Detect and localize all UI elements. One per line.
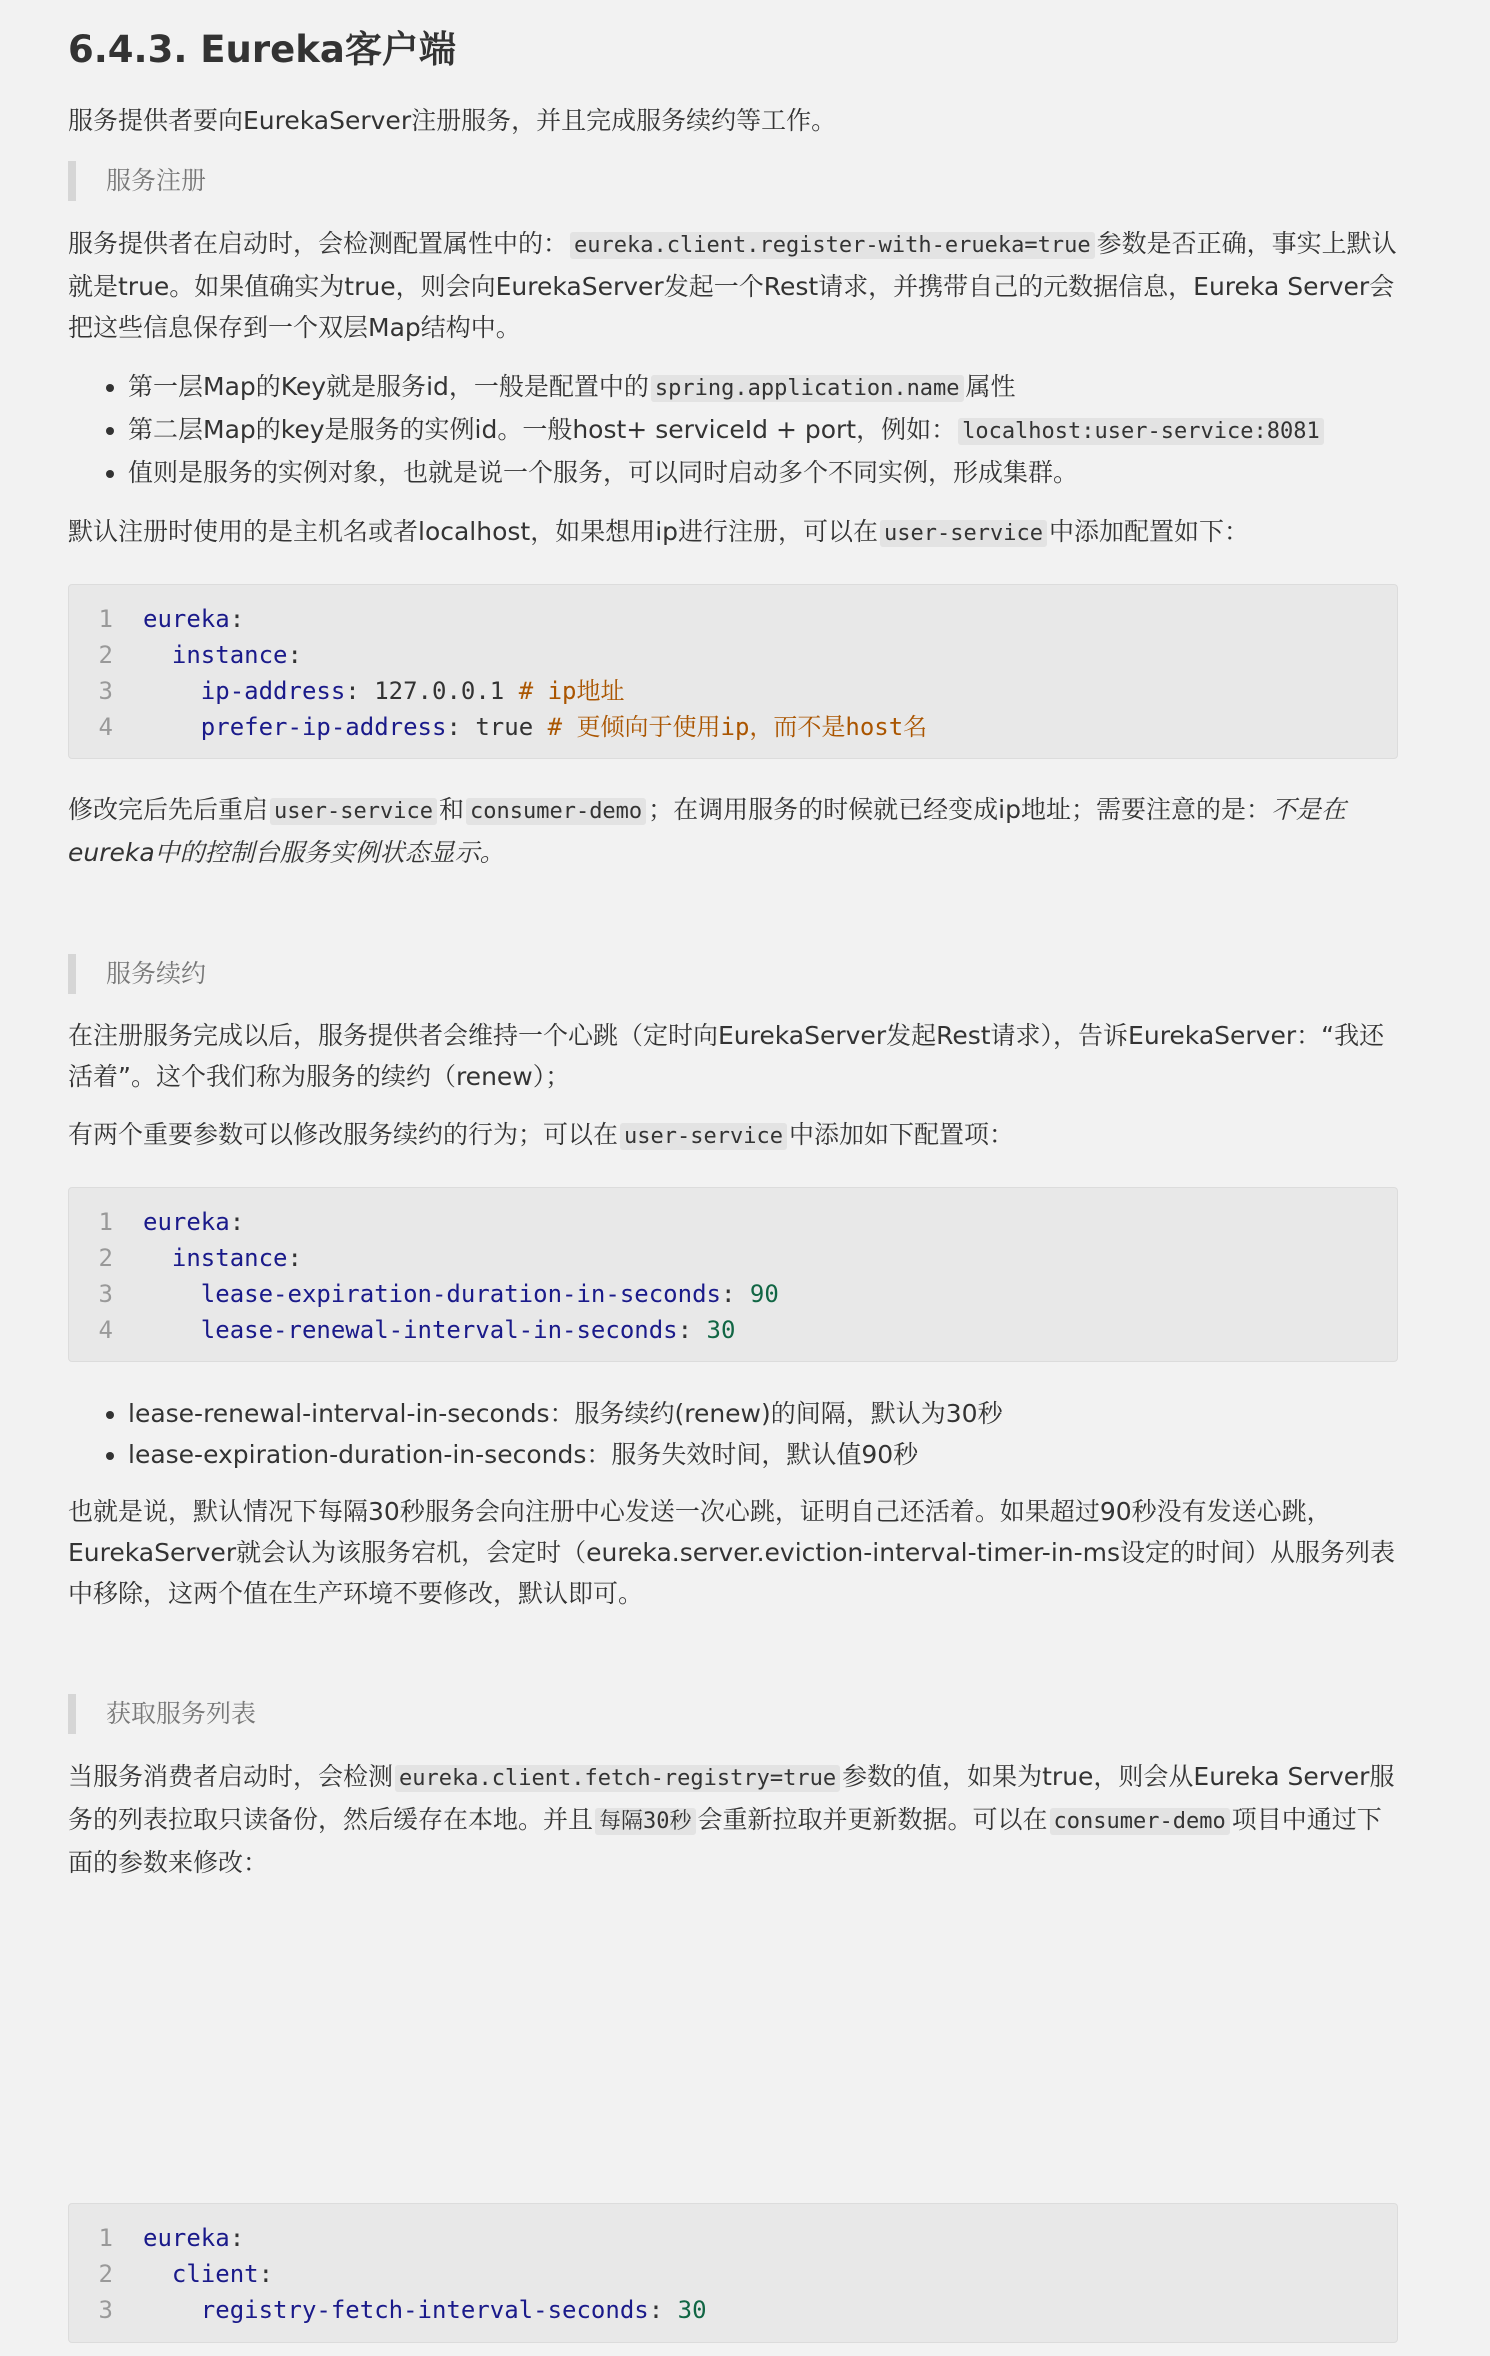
inline-code: user-service [620,1123,787,1150]
code-value: 90 [749,1280,779,1308]
inline-code: localhost:user-service:8081 [958,418,1324,445]
code-line [69,637,1397,673]
inline-code: spring.application.name [651,375,964,402]
code-key: client [143,2260,259,2288]
line-number: 4 [98,1316,113,1344]
code-line [69,2220,1397,2256]
code-key: eureka [143,2224,230,2252]
inline-code: 每隔30秒 [595,1808,696,1835]
inline-code: eureka.client.fetch-registry=true [395,1765,840,1792]
line-number: 3 [98,2296,113,2324]
renew-paragraph-3: 也就是说，默认情况下每隔30秒服务会向注册中心发送一次心跳，证明自己还活着。如果超过90秒没有发送心跳，EurekaServer就会认为该服务宕机，会定时（eureka.server.eviction-interval-timer-in-ms设定的时间）从服务列表中移除，这两个值在生产环境不要修改，默认即可。 [68,1497,1396,1608]
code-comment: # 更倾向于使用ip，而不是host名 [547,713,928,741]
code-value: 127.0.0.1 [374,677,519,705]
fetch-paragraph-1 [68,1756,1400,1883]
text: 和 [438,795,464,824]
line-number: 3 [98,677,113,705]
line-number: 1 [98,605,113,633]
renew-bullet-list [68,1393,1460,1475]
code-line [69,673,1397,709]
code-comment: # ip地址 [518,677,625,705]
code-line [69,2256,1397,2292]
code-sep: : [720,1280,750,1308]
code-value: 30 [706,1316,736,1344]
code-block-fetch-config [68,2203,1398,2343]
inline-code: user-service [880,520,1047,547]
code-line [69,1312,1397,1348]
list-item [128,452,1460,493]
text: 第二层Map的key是服务的实例id。一般host+ serviceId + port，例如： [128,415,957,444]
code-line [69,709,1397,745]
text: 服务提供者在启动时，会检测配置属性中的： [68,229,569,258]
register-paragraph-1 [68,223,1400,348]
text: 项目中通过下面的参数来修改： [68,1805,1382,1877]
code-key: prefer-ip-address [143,713,447,741]
section-heading-fetch: 获取服务列表 [68,1694,1398,1734]
line-number: 2 [98,2260,113,2288]
inline-code: user-service [270,798,437,825]
text: ；在调用服务的时候就已经变成ip地址；需要注意的是： [648,795,1271,824]
line-number: 2 [98,641,113,669]
line-number: 1 [98,1208,113,1236]
text: 中添加配置如下： [1049,517,1250,546]
code-line [69,2292,1397,2328]
line-number: 4 [98,713,113,741]
register-paragraph-2 [68,511,1400,554]
register-paragraph-3 [68,789,1400,873]
inline-code: eureka.client.register-with-erueka=true [570,232,1095,259]
emphasis-text: 不是在eureka中的控制台服务实例状态显示。 [68,795,1347,867]
code-block-renew-config [68,1187,1398,1362]
text: 会重新拉取并更新数据。可以在 [697,1805,1048,1834]
code-key: instance [143,1244,288,1272]
code-key: lease-renewal-interval-in-seconds [143,1316,678,1344]
text: 当服务消费者启动时，会检测 [68,1762,394,1791]
text: 属性 [965,372,1016,401]
list-item [128,366,1460,409]
code-key: instance [143,641,288,669]
code-block-ip-config [68,584,1398,759]
code-key: eureka [143,605,230,633]
inline-code: consumer-demo [1050,1808,1230,1835]
section-heading-register: 服务注册 [68,161,1398,201]
text: 参数的值，如果为true，则会从Eureka Server服务的列表拉取只读备份，然后缓存在本地。并且 [68,1762,1395,1834]
code-key: ip-address [143,677,346,705]
code-line [69,1240,1397,1276]
text: 默认注册时使用的是主机名或者localhost，如果想用ip进行注册，可以在 [68,517,879,546]
section-heading-renew: 服务续约 [68,954,1398,994]
text: 第一层Map的Key就是服务id，一般是配置中的 [128,372,649,401]
line-number: 2 [98,1244,113,1272]
code-key: registry-fetch-interval-seconds [143,2296,649,2324]
code-key: eureka [143,1208,230,1236]
code-sep: : [229,605,245,633]
renew-paragraph-1: 在注册服务完成以后，服务提供者会维持一个心跳（定时向EurekaServer发起Rest请求），告诉EurekaServer：“我还活着”。这个我们称为服务的续约（renew）； [68,1021,1385,1091]
text: 参数是否正确，事实上默认就是true。如果值确实为true，则会向EurekaServer发起一个Rest请求，并携带自己的元数据信息，Eureka Server会把这些信息保存到一个双层Map结构中。 [68,229,1397,342]
text: 有两个重要参数可以修改服务续约的行为；可以在 [68,1120,619,1149]
code-sep: : [446,713,476,741]
code-sep: : [229,2224,245,2252]
line-number: 3 [98,1280,113,1308]
code-sep: : [229,1208,245,1236]
code-sep: : [648,2296,678,2324]
page-title: 6.4.3. Eureka客户端 [68,28,456,71]
register-bullet-list [68,366,1460,493]
text: 值则是服务的实例对象，也就是说一个服务，可以同时启动多个不同实例，形成集群。 [128,458,1079,487]
code-line [69,1276,1397,1312]
code-sep: : [258,2260,274,2288]
code-sep: : [287,641,302,669]
inline-code: consumer-demo [466,798,646,825]
code-key: lease-expiration-duration-in-seconds [143,1280,721,1308]
code-sep: : [677,1316,707,1344]
renew-paragraph-2 [68,1114,1400,1157]
code-value: 30 [677,2296,707,2324]
intro-paragraph: 服务提供者要向EurekaServer注册服务，并且完成服务续约等工作。 [68,106,837,135]
list-item: • lease-expiration-duration-in-seconds：服务失效时间，默认值90秒 [128,1434,1460,1475]
list-item: • lease-renewal-interval-in-seconds：服务续约(renew)的间隔，默认为30秒 [128,1393,1460,1434]
code-line [69,1204,1397,1240]
code-sep: : [345,677,375,705]
code-value: true [475,713,548,741]
text: 修改完后先后重启 [68,795,269,824]
code-sep: : [287,1244,302,1272]
line-number: 1 [98,2224,113,2252]
text: 中添加如下配置项： [788,1120,1014,1149]
code-line [69,601,1397,637]
list-item [128,409,1460,452]
